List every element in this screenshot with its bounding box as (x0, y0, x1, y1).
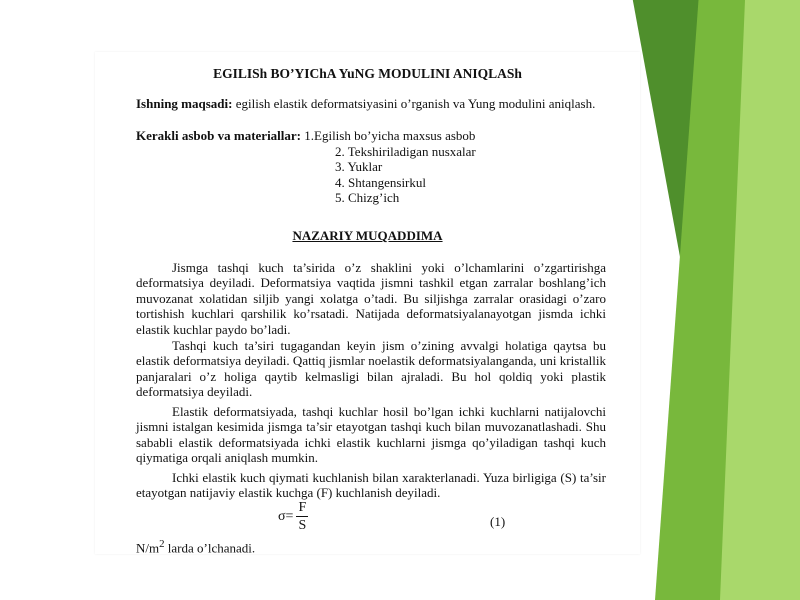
formula-numerator: F (298, 500, 307, 515)
materials-item-3: 3. Yuklar (335, 159, 383, 175)
formula-denominator: S (298, 518, 307, 533)
materials-item-4: 4. Shtangensirkul (335, 174, 426, 190)
formula-lhs: σ= (278, 508, 294, 524)
purpose-block (136, 96, 606, 111)
purpose-text: egilish elastik deformatsiyasini o’rganish va Yung modulini aniqlash. (235, 96, 596, 111)
materials-label: Kerakli asbob va materiallar: (136, 128, 302, 143)
unit-line (136, 538, 255, 556)
materials-item-2: 2. Tekshiriladigan nusxalar (335, 144, 476, 159)
section-title: NAZARIY MUQADDIMA (292, 228, 443, 243)
formula-number: (1) (490, 514, 506, 529)
formula-fraction (296, 500, 308, 533)
unit-suffix: larda o’lchanadi. (164, 540, 256, 556)
materials-block (136, 128, 606, 143)
paragraph-3: Elastik deformatsiyada, tashqi kuchlar hosil bo’lgan ichki kuchlarni natijalovchi jismni istalgan kesimida jismga ta’sir etayotgan tashqi kuch bilan muvozanatlashadi. Shu sababli elastik deformatsiyada ichki elastik kuchlarni jismga qo’yiladigan tashqi kuch qiymatiga orqali aniqlash mumkin. (136, 404, 606, 466)
materials-item-1: 1.Egilish bo’yicha maxsus asbob (304, 128, 476, 143)
unit-prefix: N/m (136, 540, 160, 556)
unit-exponent: 2 (159, 538, 165, 550)
purpose-label: Ishning maqsadi: (136, 96, 233, 111)
formula (278, 500, 308, 533)
document-page (95, 52, 640, 554)
materials-list (335, 144, 575, 206)
materials-item-5: 5. Chizg’ich (335, 190, 400, 206)
paragraph-4: Ichki elastik kuch qiymati kuchlanish bilan xarakterlanadi. Yuza birligiga (S) ta’sir etayotgan natijaviy elastik kuchga (F) kuchlanish deyiladi. (136, 470, 606, 501)
paragraph-2: Tashqi kuch ta’siri tugagandan keyin jism o’zining avvalgi holatiga qaytsa bu elastik deformatsiya deyiladi. Qattiq jismlar noelastik deformatsiyalanganda, uni kristallik panjaralari o’z holiga qaytib kelmasligi bilan ajraladi. Bu hol qoldiq yoki plastik deformatsiya deyiladi. (136, 338, 606, 400)
paragraph-1: Jismga tashqi kuch ta’sirida o’z shaklini yoki o’lchamlarini o’zgartirishga deformatsiya deyiladi. Deformatsiya vaqtida jismni tashkil etgan zarralar boshlang’ich muvozanat xolatidan siljib yangi xolatga o’tadi. Bu siljishga zarralar orasidagi o’zaro tortishish kuchlari qarshilik ko’rsatadi. Natijada deformatsiyalanayotgan jismda ichki elastik kuchlar paydo bo’ladi. (136, 260, 606, 337)
document-title: EGILISh BO’YIChA YuNG MODULINI ANIQLASh (213, 66, 522, 81)
